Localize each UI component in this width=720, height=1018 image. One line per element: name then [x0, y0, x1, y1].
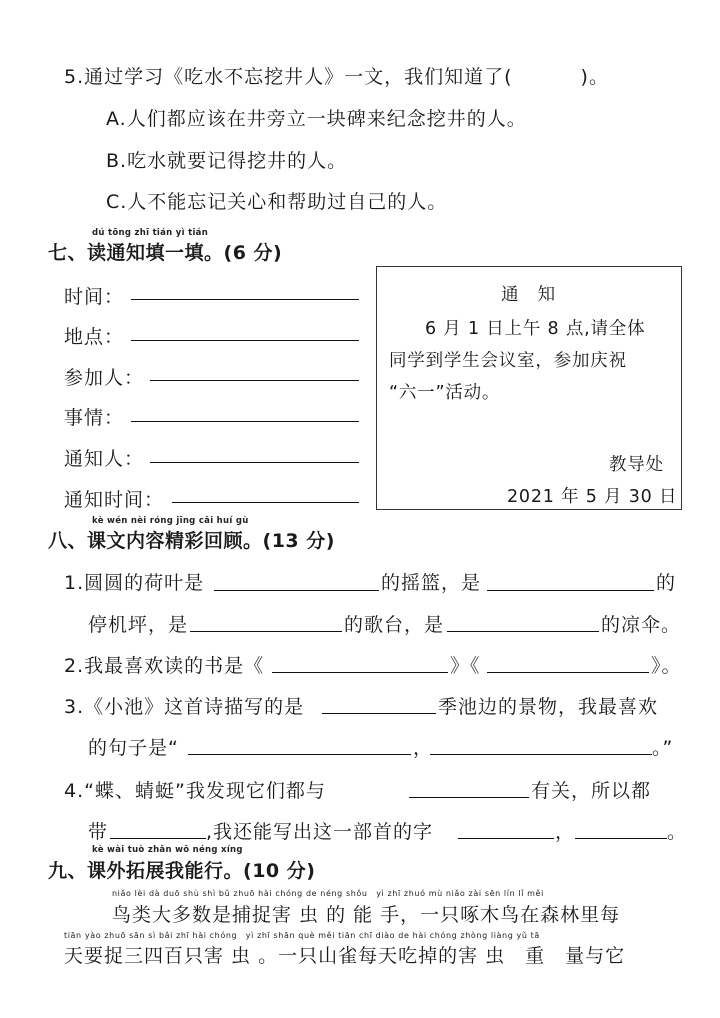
field-notice-time-blank[interactable]	[172, 502, 359, 503]
notice-box	[376, 266, 682, 510]
q8-3-text-a: 3.《小池》这首诗描写的是	[64, 696, 305, 718]
field-notifier-blank[interactable]	[150, 462, 359, 463]
q8-4-text-a: 4.“蝶、蜻蜓”我发现它们都与	[64, 780, 326, 802]
q8-4-text-f: 。	[667, 821, 688, 843]
field-matter-blank[interactable]	[131, 421, 359, 422]
sec7-heading	[48, 238, 282, 265]
field-notice-time-label: 通知时间：	[64, 489, 165, 511]
sec7-pinyin: dú tōng zhī tián yì tián	[92, 228, 209, 238]
notice-signer: 教导处	[609, 455, 664, 475]
q8-4-text-d: ,我还能写出这一部首的字	[206, 821, 434, 843]
q8-3-blank-3[interactable]	[430, 754, 652, 755]
q8-1-blank-1[interactable]	[214, 590, 379, 591]
field-time-label: 时间：	[64, 286, 125, 308]
sec9-number: 九、	[48, 860, 88, 882]
notice-date: 2021 年 5 月 30 日	[507, 487, 678, 507]
field-place-blank[interactable]	[131, 340, 359, 341]
notice-title: 通 知	[501, 285, 556, 305]
passage-line-1: 鸟类大多数是捕捉害 虫 的 能 手，一只啄木鸟在森林里每	[112, 904, 621, 926]
sec9-title: 课外拓展我能行。	[87, 860, 244, 882]
sec7-title: 读通知填一填。	[87, 242, 224, 264]
field-matter-label: 事情：	[64, 407, 125, 429]
q8-1-blank-3[interactable]	[190, 631, 342, 632]
q8-1-blank-4[interactable]	[447, 631, 599, 632]
passage-pinyin-2: tiān yào zhuō sān sì bǎi zhī hài chóng yì zhī shān què měi tiān chī diào de hài chóng zhòng liàng yǔ tā	[64, 931, 540, 940]
sec7-number: 七、	[48, 242, 88, 264]
q8-3-blank-1[interactable]	[322, 713, 436, 714]
notice-line-3: “六一”活动。	[389, 383, 501, 403]
field-notifier-label: 通知人：	[64, 448, 145, 470]
q8-2-blank-2[interactable]	[487, 672, 649, 673]
q8-4-blank-1[interactable]	[409, 797, 529, 798]
sec8-title: 课文内容精彩回顾。	[87, 530, 263, 552]
field-participants-label: 参加人：	[64, 367, 145, 389]
field-time-blank[interactable]	[131, 299, 359, 300]
q5-stem-text: 5.通过学习《吃水不忘挖井人》一文，我们知道了(	[64, 66, 513, 88]
q8-1-blank-2[interactable]	[487, 590, 654, 591]
q8-3-text-c: 的句子是“	[88, 737, 179, 759]
q8-1-text-c: 的	[656, 572, 677, 594]
sec8-pinyin: kè wén nèi róng jīng cǎi huí gù	[92, 516, 249, 526]
q8-1-text-a: 1.圆圆的荷叶是	[64, 572, 205, 594]
passage-line-2: 天要捉三四百只害 虫 。一只山雀每天吃掉的害 虫 重 量与它	[64, 945, 626, 967]
q8-1-text-e: 的歌台，是	[344, 614, 445, 636]
sec8-score: (13 分)	[262, 530, 335, 552]
field-place-label: 地点：	[64, 326, 125, 348]
q8-4-blank-2[interactable]	[110, 838, 206, 839]
field-participants-blank[interactable]	[150, 380, 359, 381]
passage-pinyin-1: niǎo lèi dà duō shù shì bǔ zhuō hài chóng de néng shǒu yì zhī zhuó mù niǎo zài sēn lín lǐ měi	[112, 889, 544, 898]
q8-3-text-e: 。”	[652, 737, 674, 759]
q8-1-text-d: 停机坪，是	[88, 614, 189, 636]
q8-4-text-e: ，	[555, 821, 576, 843]
q8-4-text-c: 带	[88, 821, 109, 843]
sec9-score: (10 分)	[243, 860, 316, 882]
q8-2-blank-1[interactable]	[272, 672, 448, 673]
q5-option-c: C.人不能忘记关心和帮助过自己的人。	[106, 191, 448, 213]
sec8-number: 八、	[48, 530, 88, 552]
q8-2-text-c: 》。	[651, 655, 682, 677]
q8-1-text-b: 的摇篮，是	[381, 572, 482, 594]
sec8-heading	[48, 526, 335, 553]
q5-stem	[64, 62, 609, 89]
q5-option-a: A.人们都应该在井旁立一块碑来纪念挖井的人。	[106, 108, 527, 130]
q8-2-text-a: 2.我最喜欢读的书是《	[64, 655, 265, 677]
q8-3-text-d: ，	[413, 737, 434, 759]
q8-2-text-b: 》《	[450, 655, 481, 677]
q8-3-blank-2[interactable]	[188, 754, 411, 755]
q8-4-blank-3[interactable]	[458, 838, 554, 839]
q5-option-b: B.吃水就要记得挖井的人。	[106, 150, 348, 172]
notice-line-1: 6 月 1 日上午 8 点,请全体	[425, 319, 646, 339]
notice-line-2: 同学到学生会议室，参加庆祝	[389, 351, 627, 371]
sec7-score: (6 分)	[223, 242, 283, 264]
q8-4-text-b: 有关，所以都	[531, 780, 652, 802]
sec9-heading	[48, 856, 315, 883]
q8-1-text-f: 的凉伞。	[601, 614, 682, 636]
sec9-pinyin: kè wài tuò zhǎn wǒ néng xíng	[92, 845, 243, 855]
q8-3-text-b: 季池边的景物，我最喜欢	[438, 696, 659, 718]
q8-4-blank-4[interactable]	[575, 838, 667, 839]
q5-stem-end: )。	[580, 66, 609, 88]
